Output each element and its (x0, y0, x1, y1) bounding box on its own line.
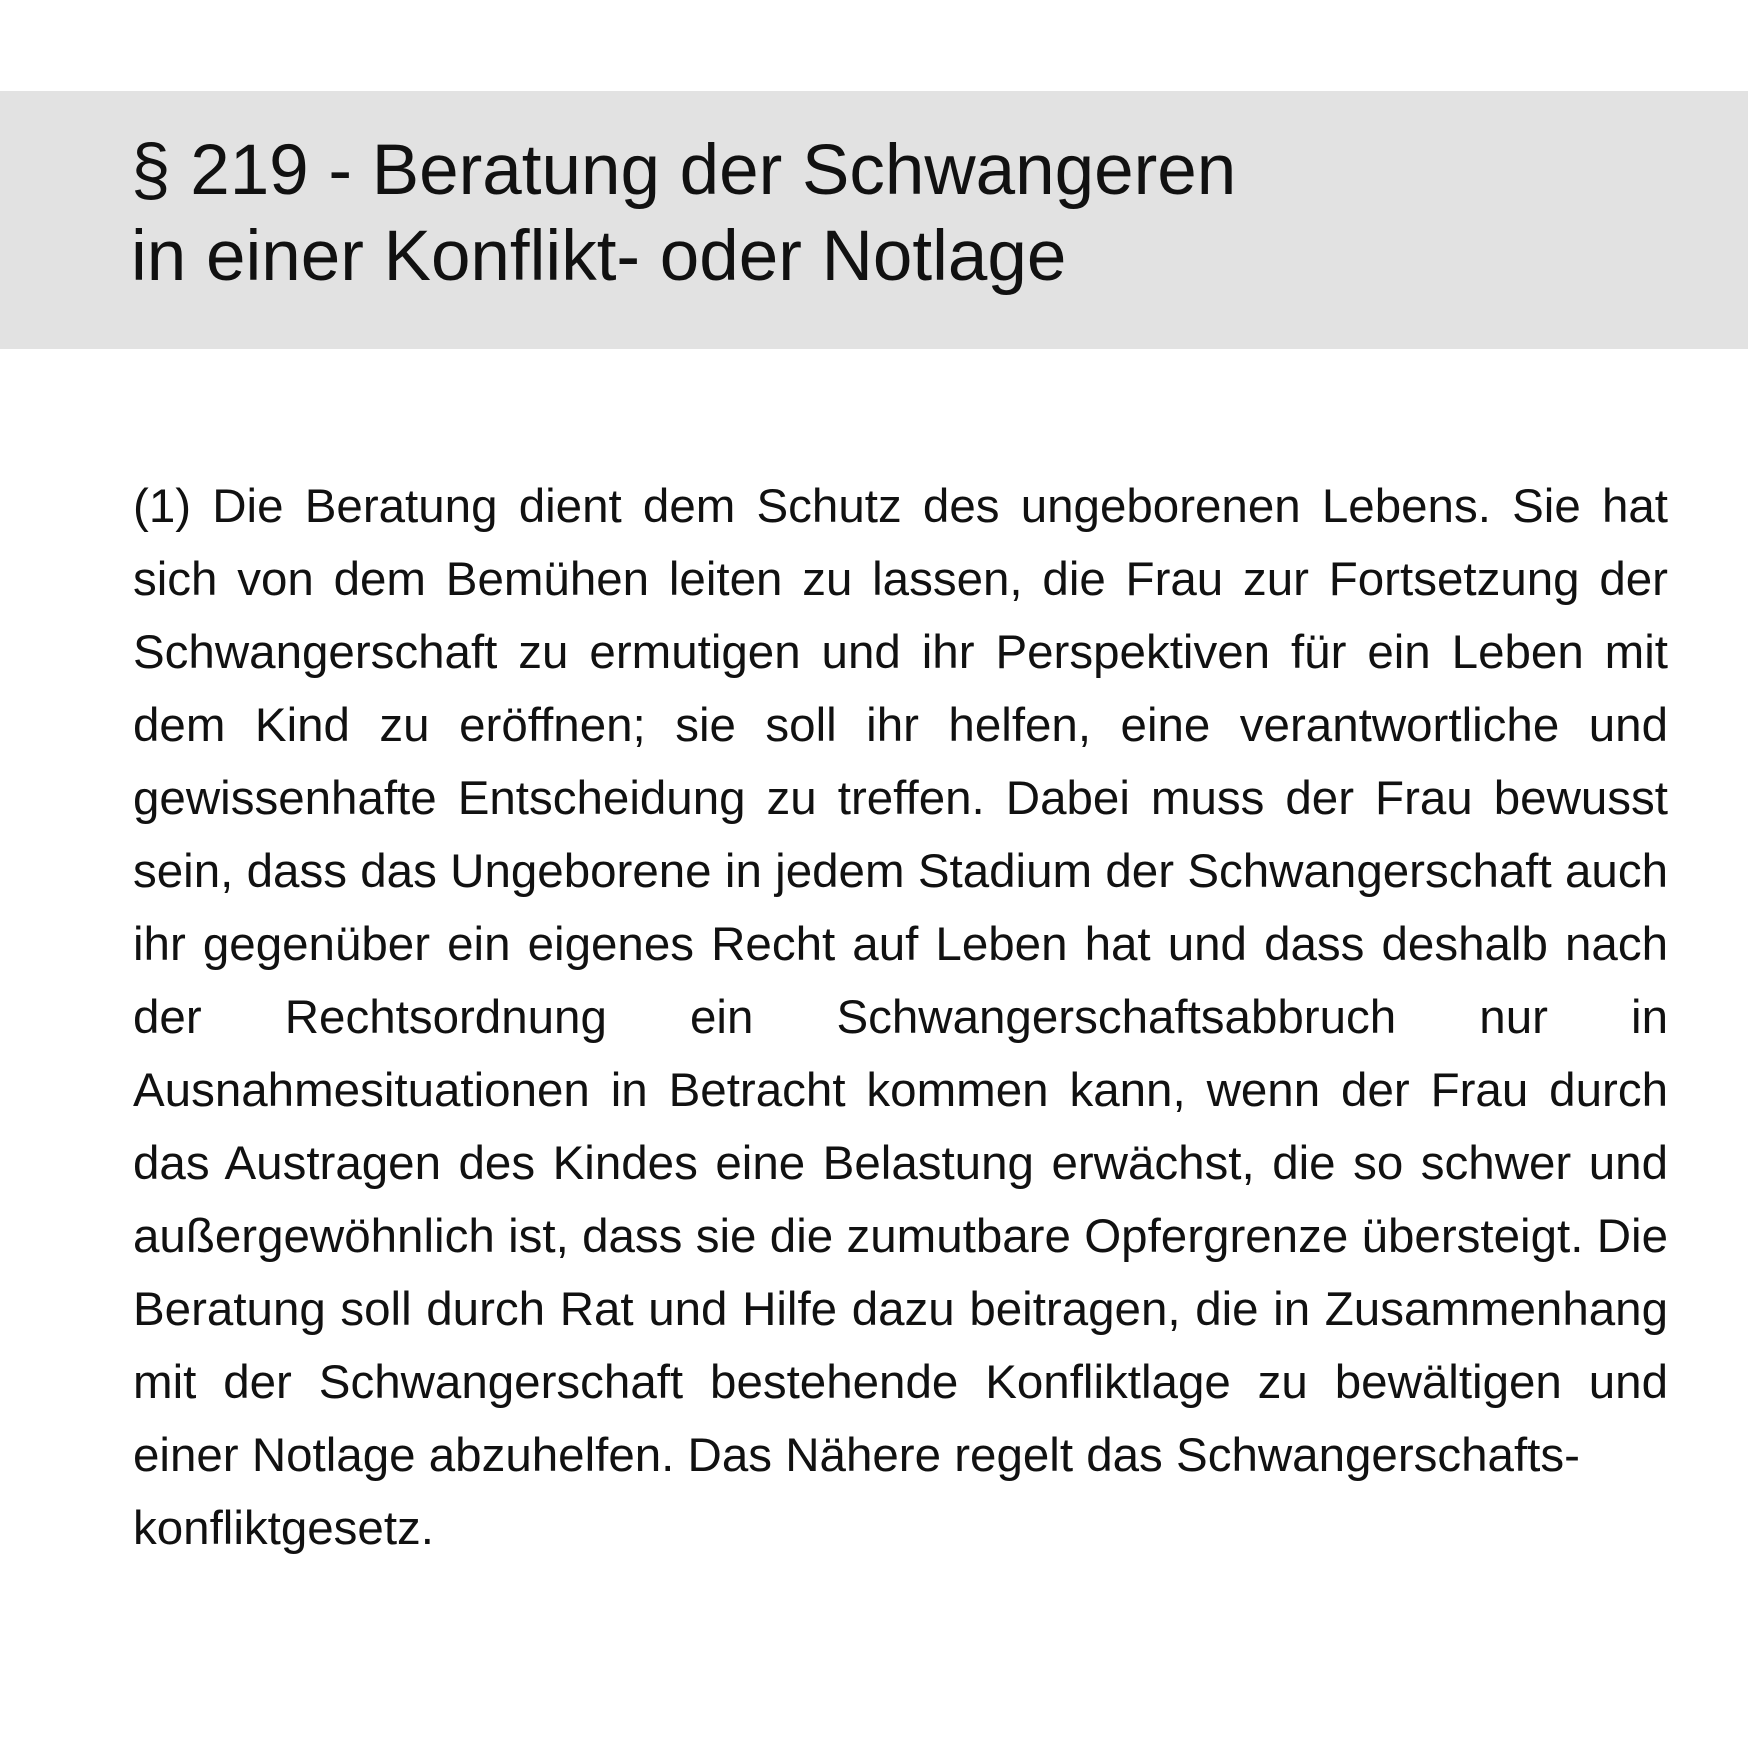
page-title (131, 128, 1236, 300)
title-line-2: in einer Konflikt- oder Notlage (131, 217, 1067, 296)
paragraph-1 (133, 470, 1668, 1565)
paragraph-1-last-line: konfliktgesetz. (133, 1502, 434, 1555)
paragraph-1-text: (1) Die Beratung dient dem Schutz des ungeborenen Lebens. Sie hat sich von dem Bemühen leiten zu lassen, die Frau zur Fortsetzung der Schwangerschaft zu ermutigen und ihr Perspektiven für ein Leben mit dem Kind zu eröffnen; sie soll ihr helfen, eine verantwortliche und gewissenhafte Entscheidung zu treffen. Dabei muss der Frau bewusst sein, dass das Ungeborene in jedem Stadium der Schwangerschaft auch ihr gegenüber ein eigenes Recht auf Leben hat und dass deshalb nach der Rechtsordnung ein Schwangerschaftsabbruch nur in Ausnahmesituationen in Betracht kommen kann, wenn der Frau durch das Austragen des Kindes eine Belastung erwächst, die so schwer und außergewöhnlich ist, dass sie die zumutbare Opfergrenze übersteigt. Die Beratung soll durch Rat und Hilfe dazu beitragen, die in Zusammenhang mit der Schwangerschaft bestehende Konfliktlage zu bewältigen und einer Notlage abzuhelfen. Das Nähere regelt das Schwangerschafts- (133, 480, 1668, 1482)
title-line-1: § 219 - Beratung der Schwangeren (131, 131, 1237, 210)
